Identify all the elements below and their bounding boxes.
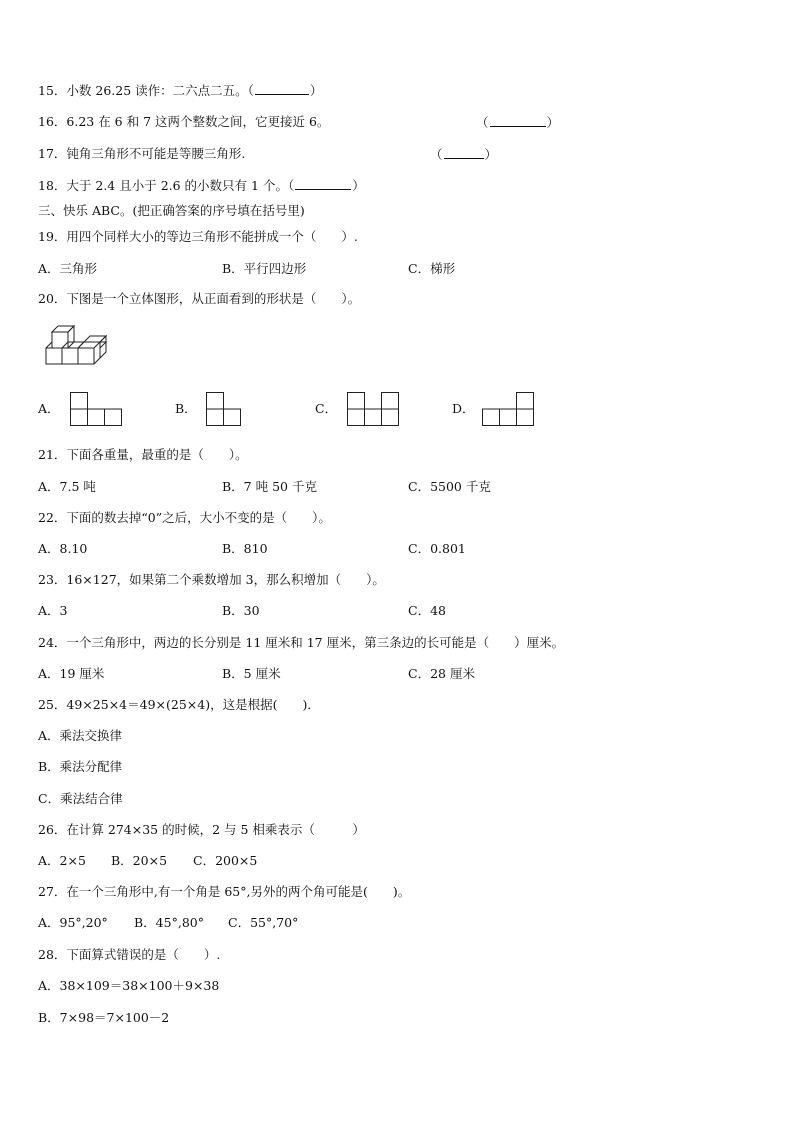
option-c[interactable]: C． (315, 401, 338, 416)
option-a[interactable]: A． (38, 401, 60, 416)
paren-open: （ (476, 115, 489, 130)
answer-blank[interactable] (295, 177, 351, 190)
option-c-shape (347, 392, 399, 426)
question-15 (38, 82, 322, 99)
option-c[interactable]: C．48 (408, 603, 446, 618)
option-a[interactable]: A．2×5 (38, 853, 86, 868)
option-a-shape (70, 392, 122, 426)
question-27-text: 27．在一个三角形中,有一个角是 65°,另外的两个角可能是( )。 (38, 884, 411, 899)
question-15-text: 15．小数 26.25 读作：二六点二五。（ (38, 83, 254, 98)
option-a[interactable]: A．7.5 吨 (38, 479, 96, 494)
question-23-text: 23．16×127，如果第二个乘数增加 3，那么积增加（ ）。 (38, 572, 385, 587)
option-a[interactable]: A．8.10 (38, 541, 88, 556)
option-b[interactable]: B． (175, 401, 197, 416)
option-b[interactable]: B．平行四边形 (222, 261, 307, 276)
option-d[interactable]: D． (452, 401, 475, 416)
paren-close: ） (484, 147, 498, 162)
option-b[interactable]: B．810 (222, 541, 268, 556)
paren-close: ） (352, 178, 365, 193)
option-b[interactable]: B．20×5 (111, 853, 168, 868)
question-19-text: 19．用四个同样大小的等边三角形不能拼成一个（ ）. (38, 229, 358, 244)
option-c[interactable]: C．28 厘米 (408, 666, 475, 681)
question-28-text: 28．下面算式错误的是（ ）. (38, 947, 221, 962)
option-a[interactable]: A．19 厘米 (38, 666, 105, 681)
question-24-text: 24．一个三角形中，两边的长分别是 11 厘米和 17 厘米，第三条边的长可能是（ ）厘米。 (38, 635, 565, 650)
question-16-text: 16．6.23 在 6 和 7 这两个整数之间，它更接近 6。 (38, 114, 330, 129)
option-a[interactable]: A．乘法交换律 (38, 728, 123, 743)
question-26-text: 26．在计算 274×35 的时候，2 与 5 相乘表示（ ） (38, 822, 365, 837)
question-18 (38, 177, 365, 194)
option-c[interactable]: C．5500 千克 (408, 479, 491, 494)
option-b[interactable]: B．乘法分配律 (38, 759, 123, 774)
option-c[interactable]: C．乘法结合律 (38, 791, 123, 806)
option-b[interactable]: B．5 厘米 (222, 666, 281, 681)
answer-blank[interactable] (444, 146, 484, 159)
section-heading: 三、快乐 ABC。(把正确答案的序号填在括号里) (38, 203, 305, 218)
cube-stack-figure (44, 324, 110, 372)
option-b-shape (206, 392, 242, 426)
option-c[interactable]: C．200×5 (193, 853, 258, 868)
question-22-text: 22．下面的数去掉“0”之后，大小不变的是（ ）。 (38, 510, 331, 525)
answer-blank[interactable] (255, 82, 309, 95)
question-20-text: 20．下图是一个立体图形，从正面看到的形状是（ ）。 (38, 291, 361, 306)
option-a[interactable]: A．3 (38, 603, 68, 618)
option-c[interactable]: C．梯形 (408, 261, 456, 276)
option-d-shape (482, 392, 534, 426)
question-16-answer (476, 114, 559, 131)
option-a[interactable]: A．三角形 (38, 261, 98, 276)
option-a[interactable]: A．95°,20° (38, 915, 108, 930)
paren-open: （ (430, 147, 443, 162)
option-c[interactable]: C．55°,70° (228, 915, 299, 930)
option-a[interactable]: A．38×109＝38×100＋9×38 (38, 978, 220, 993)
question-16 (38, 114, 329, 130)
question-21-text: 21．下面各重量，最重的是（ ）。 (38, 447, 248, 462)
paren-close: ） (309, 83, 323, 98)
question-17-answer (430, 146, 497, 163)
question-25-text: 25．49×25×4＝49×(25×4)，这是根据( )． (38, 697, 320, 712)
option-b[interactable]: B．30 (222, 603, 260, 618)
answer-blank[interactable] (490, 114, 546, 127)
question-17 (38, 146, 245, 162)
question-18-text: 18．大于 2.4 且小于 2.6 的小数只有 1 个。（ (38, 178, 295, 193)
option-b[interactable]: B．45°,80° (134, 915, 204, 930)
option-c[interactable]: C．0.801 (408, 541, 466, 556)
option-b[interactable]: B．7 吨 50 千克 (222, 479, 317, 494)
question-17-text: 17．钝角三角形不可能是等腰三角形. (38, 146, 246, 161)
option-b[interactable]: B．7×98＝7×100－2 (38, 1010, 170, 1025)
paren-close: ） (546, 115, 560, 130)
